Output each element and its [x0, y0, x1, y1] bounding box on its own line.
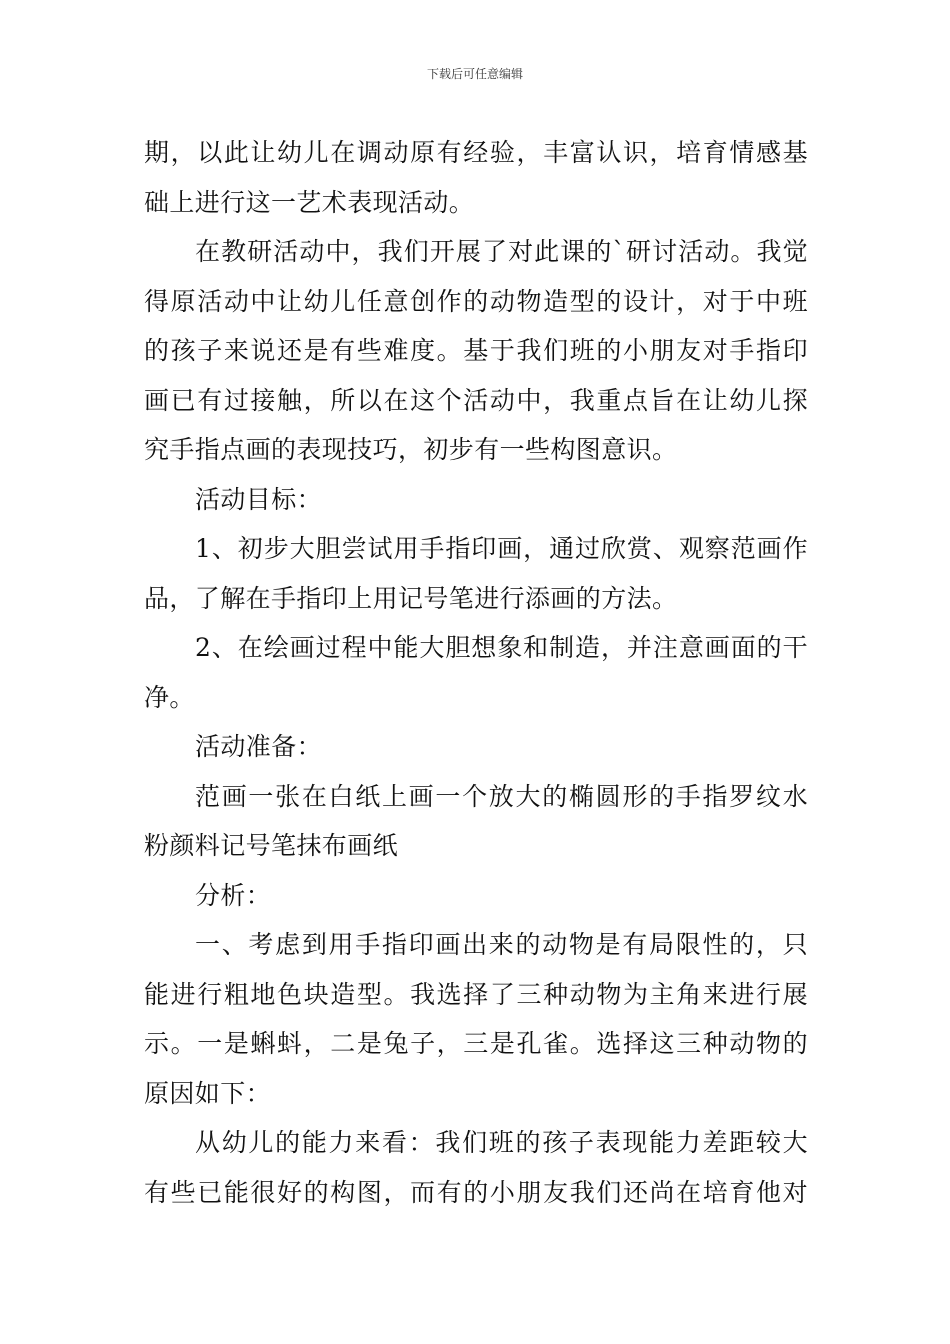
text-line: 示。一是蝌蚪，二是兔子，三是孔雀。选择这三种动物的 [144, 1029, 808, 1058]
page-header: 下载后可任意编辑 [426, 67, 523, 81]
text-line: 有些已能很好的构图，而有的小朋友我们还尚在培育他对 [144, 1177, 808, 1207]
section-heading: 活动目标： [195, 484, 323, 514]
text-line: 净。 [144, 682, 195, 712]
section-heading: 分析： [195, 880, 272, 910]
text-line: 能进行粗地色块造型。我选择了三种动物为主角来进行展 [144, 979, 808, 1009]
text-line: 础上进行这一艺术表现活动。 [144, 187, 475, 217]
text-line: 范画一张在白纸上画一个放大的椭圆形的手指罗纹水 [195, 781, 808, 811]
text-line: 的孩子来说还是有些难度。基于我们班的小朋友对手指印 [144, 336, 808, 365]
section-heading: 活动准备： [195, 732, 323, 761]
text-line: 1、初步大胆尝试用手指印画，通过欣赏、观察范画作 [195, 534, 808, 563]
text-line: 在教研活动中，我们开展了对此课的`研讨活动。我觉 [195, 237, 808, 266]
text-line: 期，以此让幼儿在调动原有经验，丰富认识，培育情感基 [144, 138, 808, 167]
text-line: 原因如下： [144, 1078, 272, 1108]
text-line: 粉颜料记号笔抹布画纸 [144, 831, 399, 860]
text-line: 2、在绘画过程中能大胆想象和制造，并注意画面的干 [195, 633, 808, 662]
text-line: 究手指点画的表现技巧，初步有一些构图意识。 [144, 435, 678, 464]
text-line: 画已有过接触，所以在这个活动中，我重点旨在让幼儿探 [144, 385, 808, 415]
text-line: 得原活动中让幼儿任意创作的动物造型的设计，对于中班 [144, 286, 808, 316]
text-line: 品，了解在手指印上用记号笔进行添画的方法。 [144, 583, 678, 613]
text-line: 一、考虑到用手指印画出来的动物是有局限性的，只 [195, 930, 808, 959]
text-line: 从幼儿的能力来看：我们班的孩子表现能力差距较大 [195, 1128, 808, 1157]
document-body [144, 128, 808, 1217]
